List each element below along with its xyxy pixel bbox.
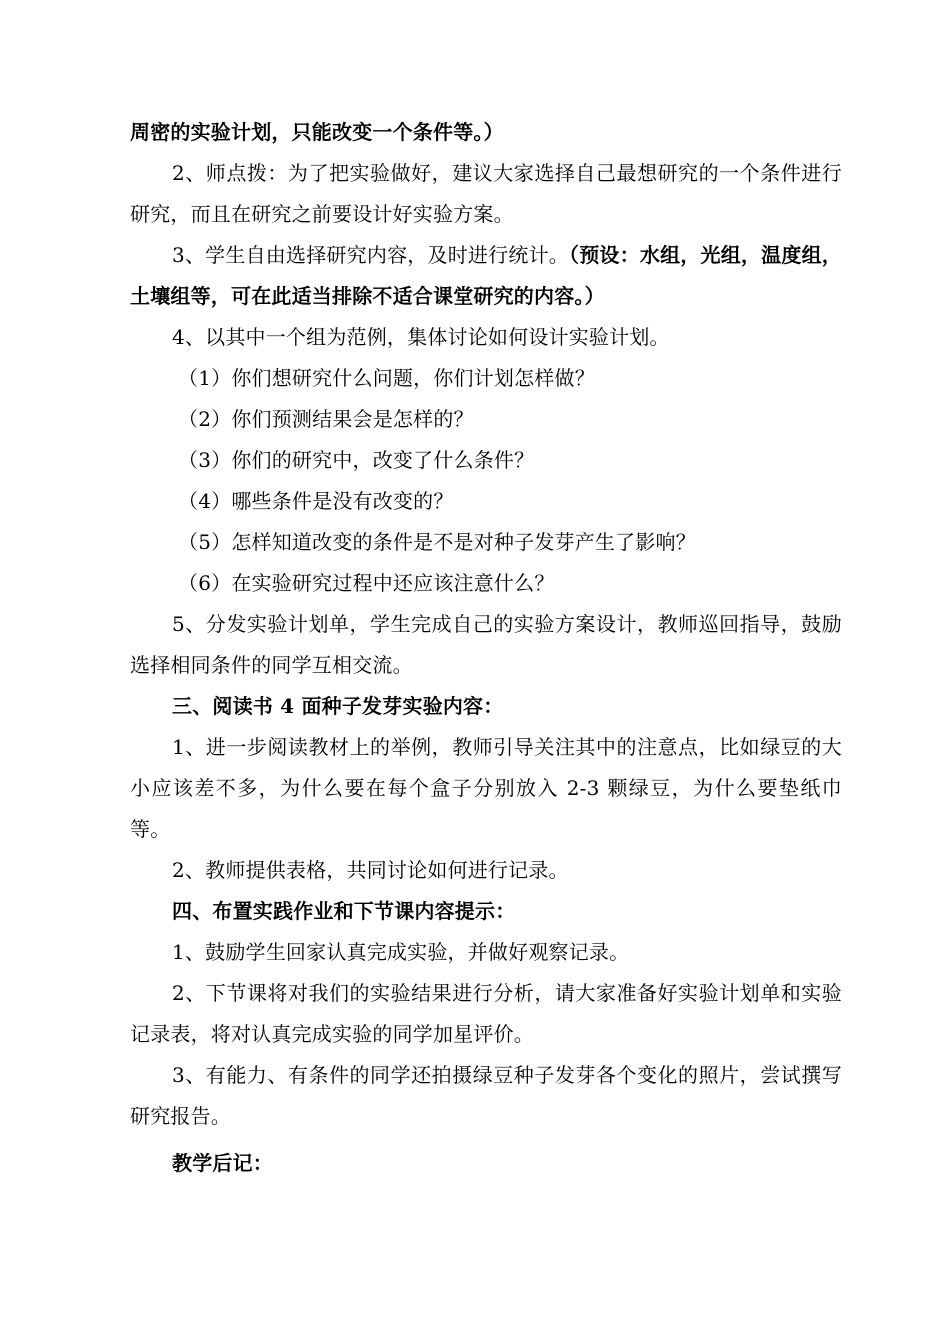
preset-note: （预设：水组，光组，温度组，土壤组等，可在此适当排除不适合课堂研究的内容。） xyxy=(130,243,842,308)
paragraph-student-choice xyxy=(130,235,842,317)
paragraph-reading-example: 1、进一步阅读教材上的举例，教师引导关注其中的注意点，比如绿豆的大小应该差不多，为什么要在每个盒子分别放入 2-3 颗绿豆，为什么要垫纸巾等。 xyxy=(130,735,842,841)
document-page xyxy=(130,112,842,1184)
paragraph-next-lesson: 2、下节课将对我们的实验结果进行分析，请大家准备好实验计划单和实验记录表，将对认真完成实验的同学加星评价。 xyxy=(130,981,842,1046)
section-heading-4: 四、布置实践作业和下节课内容提示： xyxy=(172,899,516,923)
paragraph-continued-note: 周密的实验计划，只能改变一个条件等。） xyxy=(130,120,504,144)
question-2: （2）你们预测结果会是怎样的？ xyxy=(178,407,474,431)
question-6: （6）在实验研究过程中还应该注意什么？ xyxy=(178,571,555,595)
paragraph-record-table: 2、教师提供表格，共同讨论如何进行记录。 xyxy=(172,858,569,882)
paragraph-homework: 1、鼓励学生回家认真完成实验，并做好观察记录。 xyxy=(172,940,630,964)
question-3: （3）你们的研究中，改变了什么条件？ xyxy=(178,448,535,472)
question-5: （5）怎样知道改变的条件是不是对种子发芽产生了影响？ xyxy=(178,530,696,554)
teaching-notes-heading: 教学后记： xyxy=(172,1151,273,1175)
paragraph-group-example: 4、以其中一个组为范例，集体讨论如何设计实验计划。 xyxy=(172,325,670,349)
section-heading-3: 三、阅读书 4 面种子发芽实验内容： xyxy=(172,694,504,718)
question-4: （4）哪些条件是没有改变的？ xyxy=(178,489,454,513)
paragraph-plan-sheet: 5、分发实验计划单，学生完成自己的实验方案设计，教师巡回指导，鼓励选择相同条件的同学互相交流。 xyxy=(130,612,842,677)
student-choice-text: 3、学生自由选择研究内容，及时进行统计。 xyxy=(172,243,569,267)
question-1: （1）你们想研究什么问题，你们计划怎样做？ xyxy=(178,366,595,390)
paragraph-teacher-guidance: 2、师点拨：为了把实验做好，建议大家选择自己最想研究的一个条件进行研究，而且在研究之前要设计好实验方案。 xyxy=(130,161,842,226)
paragraph-photo-report: 3、有能力、有条件的同学还拍摄绿豆种子发芽各个变化的照片，尝试撰写研究报告。 xyxy=(130,1063,842,1128)
